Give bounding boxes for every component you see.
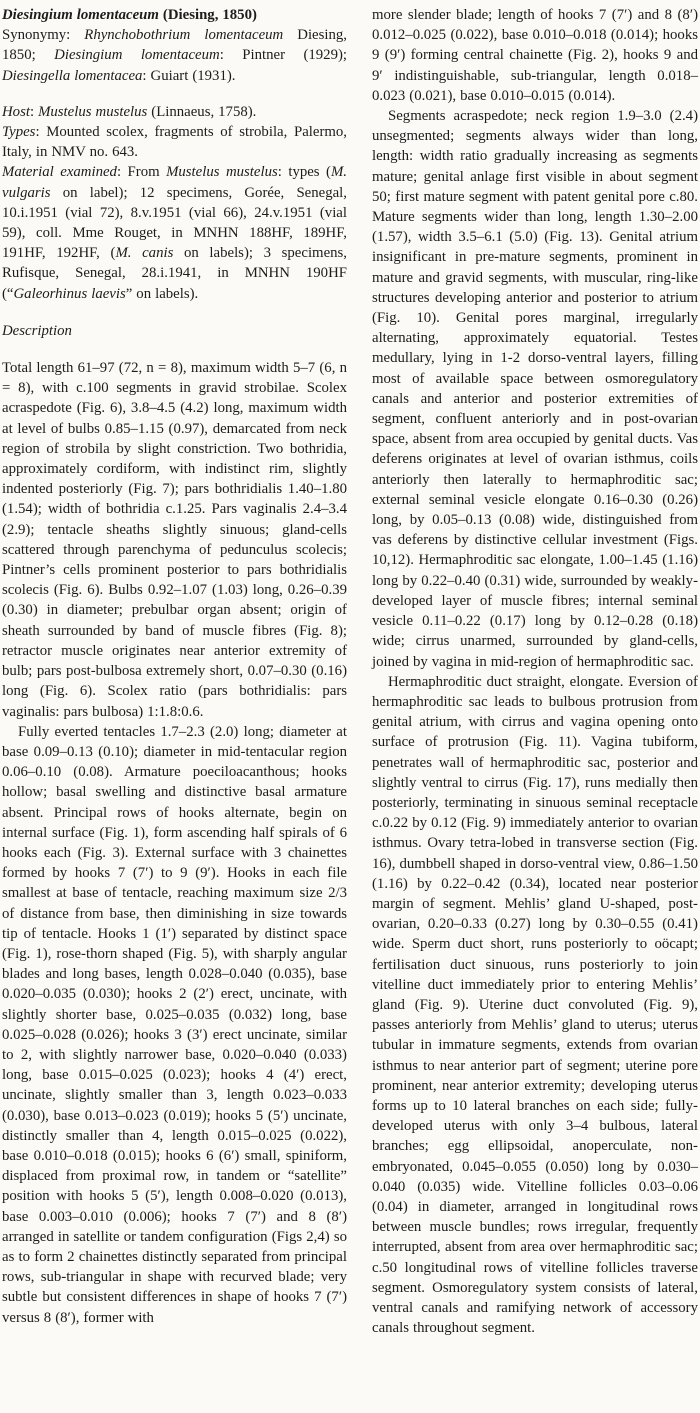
- text-run: :: [29, 103, 39, 120]
- text-run: : Mounted scolex, fragments of strobila, Palermo, Italy, in NMV no. 643.: [2, 124, 347, 161]
- description-paragraph-segments: [372, 106, 698, 672]
- material-examined-paragraph: [2, 162, 347, 303]
- species-title: [2, 5, 347, 25]
- host-line: [2, 102, 347, 122]
- text-run: (Linnaeus, 1758).: [147, 103, 257, 120]
- left-column: [2, 5, 347, 1328]
- text-run: : types (: [277, 164, 331, 181]
- text-run: Galeorhinus laevis: [13, 285, 126, 302]
- text-run: Diesingella lomentacea: [2, 67, 143, 84]
- description-paragraph-scolex: [2, 358, 347, 722]
- text-run: M. vulgaris: [2, 164, 347, 201]
- description-paragraph-hermaphroditic-duct: [372, 672, 698, 1339]
- text-run: M. canis: [115, 245, 174, 262]
- text-run: on label); 12 specimens, Gorée, Senegal, 10.i.1951 (vial 72), 8.v.1951 (vial 66), 24.v.1951 (vial 59), coll. Mme Rouget, in MNHN 188HF, 189HF, 191HF, 192HF, (: [2, 184, 347, 262]
- description-paragraph-tentacles: [2, 722, 347, 1328]
- text-run: : Pintner (1929);: [219, 47, 348, 64]
- text-run: Description: [2, 322, 72, 339]
- text-run: Total length 61–97 (72, n = 8), maximum width 5–7 (6, n = 8), with c.100 segments in gravid strobilae. Scolex acraspedote (Fig. 6), 3.8–4.5 (4.2) long, maximum width at level of bulbs 0.85–1.15 (0.97), demarcated from neck region of strobila by slight constriction. Two bothridia, approximately cordiform, with indistinct rim, slightly indented posteriorly (Fig. 7); pars bothridialis 1.40–1.80 (1.54); width of bothridia c.1.25. Pars vaginalis 2.4–3.4 (2.9); tentacle sheaths slightly sinuous; gland-cells scattered through parenchyma of pedunculus scolecis; Pintner’s cells prominent posterior to pars bothridialis scolecis (Fig. 6). Bulbs 0.92–1.07 (1.03) long, 0.26–0.39 (0.30) in diameter; prebulbar organ absent; origin of sheath surrounded by band of muscle fibres (Fig. 8); retractor muscle originates near anterior extremity of bulb; pars post-bulbosa extremely short, 0.07–0.30 (0.16) long (Fig. 6). Scolex ratio (pars bothridialis: pars vaginalis: pars bulbosa) 1:1.8:0.6.: [2, 360, 347, 720]
- types-line: [2, 122, 347, 162]
- text-run: Diesing, 1850;: [2, 27, 347, 64]
- right-column: [372, 5, 698, 1338]
- text-run: Diesingium lomentaceum: [54, 47, 220, 64]
- text-run: Mustelus mustelus: [166, 164, 278, 181]
- text-run: Types: [2, 124, 36, 141]
- text-run: Diesingium lomentaceum: [2, 7, 159, 23]
- text-run: on labels); 3 specimens, Rufisque, Senegal, 28.i.1941, in MNHN 190HF (“: [2, 245, 347, 302]
- paragraph-gap: [2, 341, 347, 358]
- text-run: Material examined: [2, 164, 117, 181]
- text-run: more slender blade; length of hooks 7 (7′) and 8 (8′) 0.012–0.025 (0.022), base 0.010–0.018 (0.014); hooks 9 (9′) forming central chainette (Fig. 2), hooks 9 and 9′ indistinguishable, sub-triangular, length 0.018–0.023 (0.021), base 0.010–0.015 (0.014).: [372, 7, 698, 104]
- description-heading: [2, 321, 347, 341]
- paragraph-gap: [2, 86, 347, 102]
- text-run: Host: [2, 103, 30, 120]
- text-run: Synonymy:: [2, 27, 85, 44]
- text-run: ” on labels).: [125, 285, 199, 302]
- text-run: Rhynchobothrium lomentaceum: [84, 27, 284, 44]
- text-run: Mustelus mustelus: [38, 103, 148, 120]
- text-run: Segments acraspedote; neck region 1.9–3.0 (2.4) unsegmented; segments always wider than long, length: width ratio gradually increasing as segments mature; genital anlage first visible in about segment 50; first mature segment with patent genital pore c.80. Mature segments wider than long, length 1.30–2.00 (1.57), width 3.5–6.1 (5.0) (Fig. 13). Genital atrium insignificant in pre-mature segments, prominent in mature and gravid segments, with muscular, ring-like structures developing anterior and posterior to atrium (Fig. 10). Genital pores marginal, irregularly alternating, approximately equatorial. Testes medullary, lying in 1-2 dorso-ventral layers, filling most of available space between osmoregulatory canals and anterior and posterior extremities of segment, confluent anteriorly and in post-ovarian space, absent from area occupied by genital ducts. Vas deferens originates at level of ovarian isthmus, coils anteriorly then laterally to hermaphroditic sac; external seminal vesicle elongate 0.16–0.30 (0.26) long, by 0.05–0.13 (0.08) wide, distinguished from vas deferens by distinctive cellular investment (Figs. 10,12). Hermaphroditic sac elongate, 1.00–1.45 (1.16) long by 0.22–0.40 (0.31) wide, surrounded by weakly-developed layer of muscle fibres; internal seminal vesicle 0.11–0.22 (0.17) long by 0.12–0.28 (0.18) wide; cirrus unarmed, surrounded by gland-cells, joined by vagina in mid-region of hermaphroditic sac.: [372, 108, 698, 670]
- text-run: Fully everted tentacles 1.7–2.3 (2.0) long; diameter at base 0.09–0.13 (0.10); diameter in mid-tentacular region 0.06–0.10 (0.08). Armature poeciloacanthous; hooks hollow; basal swelling and distinctive basal armature absent. Principal rows of hooks alternate, begin on internal surface (Fig. 1), form ascending half spirals of 6 hooks each (Fig. 3). External surface with 3 chainettes formed by hooks 7 (7′) to 9 (9′). Hooks in each file smallest at base of tentacle, reaching maximum size 2/3 of distance from base, then diminishing in size towards tip of tentacle. Hooks 1 (1′) separated by distinct space (Fig. 1), rose-thorn shaped (Fig. 5), with sharply angular blades and long bases, length 0.028–0.040 (0.035), base 0.020–0.035 (0.030); hooks 2 (2′) erect, uncinate, with slightly shorter base, 0.025–0.035 (0.032) long, base 0.025–0.028 (0.026); hooks 3 (3′) erect uncinate, similar to 2, with slightly narrower base, 0.020–0.040 (0.033) long, base 0.015–0.025 (0.023); hooks 4 (4′) erect, uncinate, slightly smaller than 3, length 0.023–0.033 (0.030), base 0.013–0.023 (0.019); hooks 5 (5′) uncinate, distinctly smaller than 4, length 0.015–0.025 (0.022), base 0.010–0.018 (0.015); hooks 6 (6′) small, spiniform, displaced from proximal row, in tandem or “satellite” position with hooks 5 (5′), length 0.008–0.020 (0.013), base 0.003–0.010 (0.006); hooks 7 (7′) and 8 (8′) arranged in satellite or tandem configuration (Figs 2,4) so as to form 2 chainettes distinctly separated from principal rows, sub-triangular in shape with recurved blade; very subtle but consistent differences in shape of hooks 7 (7′) versus 8 (8′), former with: [2, 723, 347, 1326]
- text-run: (Diesing, 1850): [158, 7, 257, 23]
- text-run: : From: [116, 164, 167, 181]
- text-run: Hermaphroditic duct straight, elongate. Eversion of hermaphroditic sac leads to bulbous protrusion from genital atrium, with cirrus and vagina opening onto surface of protrusion (Fig. 11). Vagina tubiform, penetrates wall of hermaphroditic sac, posterior and slightly ventral to cirrus (Fig. 17), runs medially then posteriorly, terminating in sinuous seminal receptacle c.0.22 by 0.12 (Fig. 9) immediately anterior to ovarian isthmus. Ovary tetra-lobed in transverse section (Fig. 16), dumbbell shaped in dorso-ventral view, 0.86–1.50 (1.16) by 0.22–0.42 (0.34), located near posterior margin of segment. Mehlis’ gland U-shaped, post-ovarian, 0.20–0.33 (0.27) long by 0.30–0.55 (0.41) wide. Sperm duct short, runs posteriorly to oöcapt; fertilisation duct sinuous, runs posteriorly to join vitelline duct immediately prior to entering Mehlis’ gland (Fig. 9). Uterine duct convoluted (Fig. 9), passes anteriorly from Mehlis’ gland to uterus; uterus tubular in immature segments, extends from ovarian isthmus to near anterior part of segment; uterine pore prominent, near anterior extremity; developing uterus forms up to 10 lateral branches on each side; fully-developed uterus with only 3–4 bulbous, lateral branches; egg ellipsoidal, anoperculate, non-embryonated, 0.045–0.055 (0.050) long by 0.030–0.040 (0.035) wide. Vitelline follicles 0.03–0.06 (0.04) in diameter, arranged in longitudinal rows between muscle bundles; rows irregular, frequently interrupted, absent from area over hermaphroditic sac; c.50 longitudinal rows of vitelline follicles traverse segment. Osmoregulatory system consists of lateral, ventral canals and ramifying network of accessory canals throughout segment.: [372, 673, 698, 1337]
- synonymy-paragraph: [2, 25, 347, 86]
- paragraph-gap: [2, 304, 347, 321]
- description-paragraph-hooks-continued: [372, 5, 698, 106]
- text-run: : Guiart (1931).: [142, 67, 236, 84]
